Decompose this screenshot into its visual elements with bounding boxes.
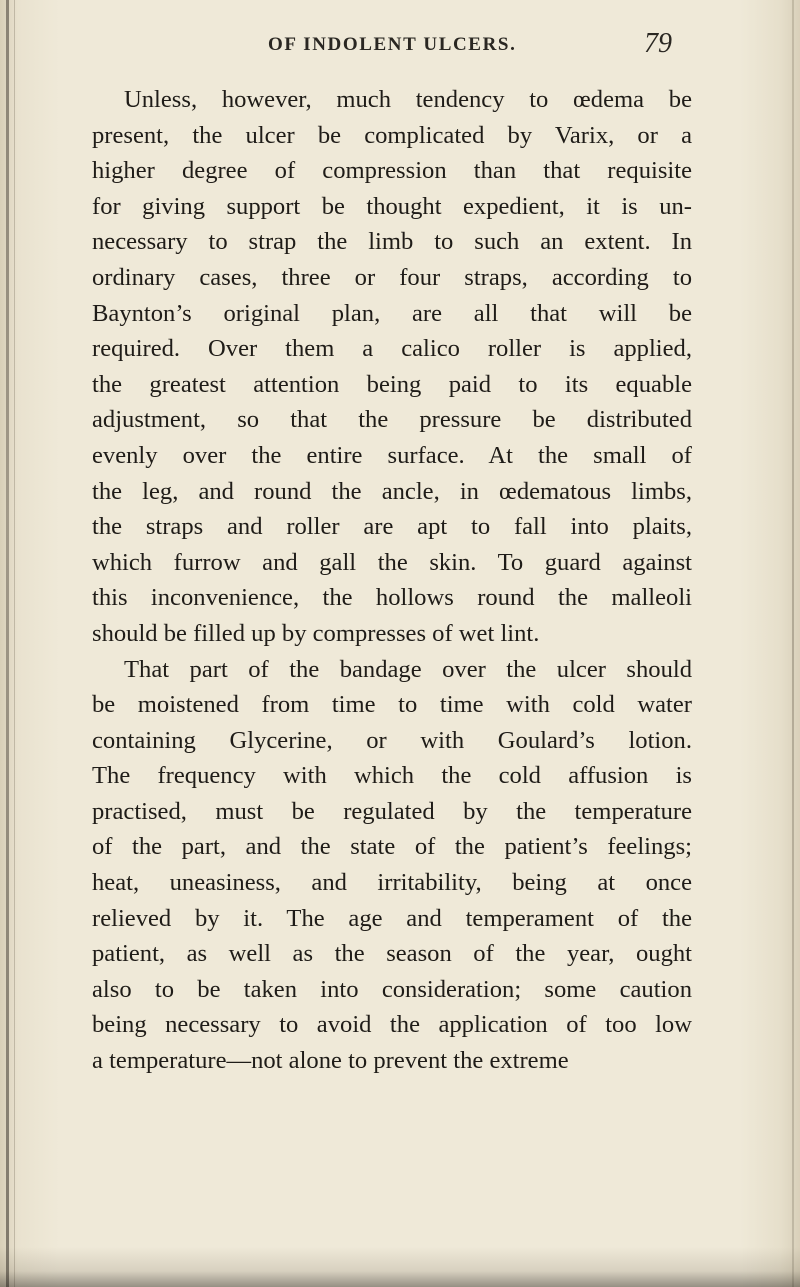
text-line: the greatest attention being paid to its equable bbox=[92, 370, 692, 398]
text-line: patient, as well as the season of the year, ought bbox=[92, 940, 692, 968]
text-line: which furrow and gall the skin. To guard against bbox=[92, 548, 692, 576]
text-line: containing Glycerine, or with Goulard’s lotion. bbox=[92, 726, 692, 754]
text-line: relieved by it. The age and temperament of the bbox=[92, 904, 692, 932]
text-line: adjustment, so that the pressure be distributed bbox=[92, 406, 692, 434]
text-line: of the part, and the state of the patient’s feelings; bbox=[92, 833, 692, 861]
text-line: ordinary cases, three or four straps, according to bbox=[92, 263, 692, 291]
text-line: this inconvenience, the hollows round the malleoli bbox=[92, 584, 692, 612]
paragraph bbox=[92, 82, 692, 652]
paragraph bbox=[92, 652, 692, 1079]
text-line: Baynton’s original plan, are all that will be bbox=[92, 299, 692, 327]
page-header bbox=[0, 26, 800, 66]
text-line: That part of the bandage over the ulcer should bbox=[124, 655, 692, 683]
text-line: practised, must be regulated by the temperature bbox=[92, 797, 692, 825]
text-line: evenly over the entire surface. At the small of bbox=[92, 441, 692, 469]
running-head: OF INDOLENT ULCERS. bbox=[268, 34, 517, 55]
page-edge-left-inner bbox=[14, 0, 15, 1287]
text-line: being necessary to avoid the application of too low bbox=[92, 1011, 692, 1039]
text-line: be moistened from time to time with cold water bbox=[92, 691, 692, 719]
text-line: required. Over them a calico roller is applied, bbox=[92, 335, 692, 363]
text-line: the leg, and round the ancle, in œdematous limbs, bbox=[92, 477, 692, 505]
text-line: the straps and roller are apt to fall into plaits, bbox=[92, 513, 692, 541]
text-line: necessary to strap the limb to such an extent. In bbox=[92, 228, 692, 256]
text-line: Unless, however, much tendency to œdema be bbox=[124, 86, 692, 113]
text-line: also to be taken into consideration; some caution bbox=[92, 975, 692, 1003]
page-number: 79 bbox=[644, 28, 672, 59]
text-line: The frequency with which the cold affusion is bbox=[92, 762, 692, 790]
text-line: heat, uneasiness, and irritability, being at once bbox=[92, 869, 692, 897]
text-line: for giving support be thought expedient, it is un- bbox=[92, 192, 692, 220]
body-text bbox=[92, 82, 692, 1079]
text-line: present, the ulcer be complicated by Varix, or a bbox=[92, 121, 692, 149]
page-edge-right bbox=[792, 0, 794, 1287]
text-line: should be filled up by compresses of wet lint. bbox=[92, 619, 540, 647]
text-line: higher degree of compression than that requisite bbox=[92, 157, 692, 185]
page-edge-left bbox=[6, 0, 9, 1287]
page-bottom-shadow bbox=[0, 1247, 800, 1287]
text-line: a temperature—not alone to prevent the extreme bbox=[92, 1047, 569, 1075]
